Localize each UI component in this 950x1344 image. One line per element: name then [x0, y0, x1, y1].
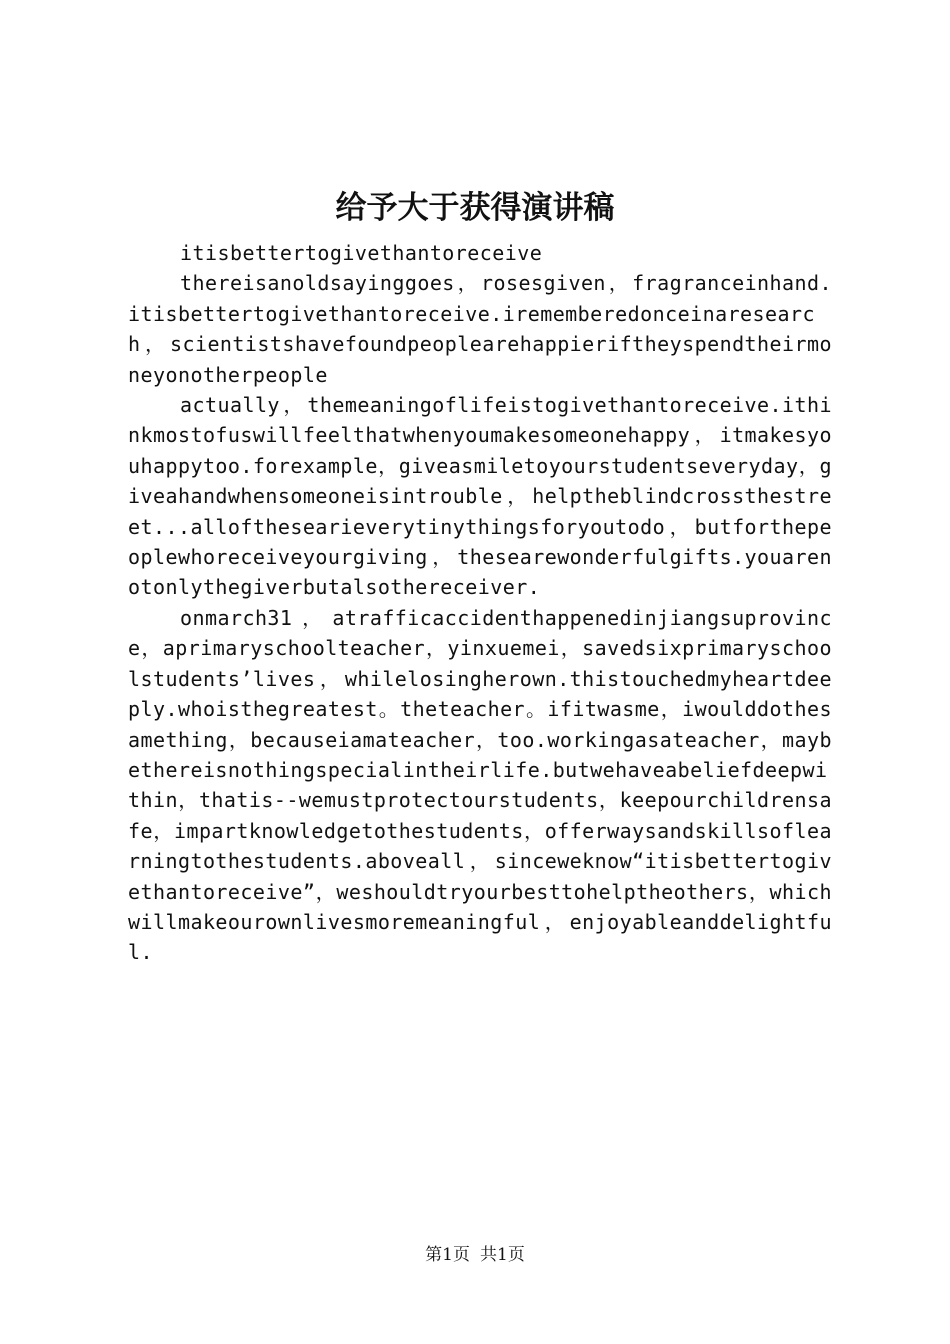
paragraph-2: thereisanoldsayinggoes，rosesgiven，fragranceinhand.itisbettertogivethantoreceive.irememberedonceinaresearch，scientistshavefoundpeoplearehappieriftheyspendtheirmoneyonotherpeople [128, 271, 832, 387]
page-footer [0, 1243, 950, 1267]
document-title: 给予大于获得演讲稿 [335, 190, 615, 226]
document-body [128, 238, 832, 968]
page-number: 第1页 [425, 1245, 470, 1265]
paragraph-1: itisbettertogivethantoreceive [180, 241, 543, 265]
paragraph-3: actually，themeaningoflifeistogivethantoreceive.ithinkmostofuswillfeelthatwhenyoumakesomeonehappy，itmakesyouhappytoo.forexample，giveasmiletoyourstudentseveryday，giveahandwhensomeoneisintrouble，helptheblindcrossthestreet...allofthesearieverytinythingsforyoutodo，butforthepeoplewhoreceiveyourgiving，thesearewonderfulgifts.youarenotonlythegiverbutalsothereceiver. [128, 393, 832, 600]
paragraph-4: onmarch31，atrafficaccidenthappenedinjiangsuprovince，aprimaryschoolteacher，yinxuemei，savedsixprimaryschoolstudents’lives，whilelosingherown.thistouchedmyheartdeeply.whoisthegreatest。theteacher。ifitwasme，iwoulddothesamething，becauseiamateacher，too.workingasateacher，maybethereisnothingspecialintheirlife.butwehaveabeliefdeepwithin，thatis--wemustprotectourstudents，keepourchildrensafe，impartknowledgetothestudents，offerwaysandskillsoflearningtothestudents.aboveall，sinceweknow“itisbettertogivethantoreceive”，weshouldtryourbesttohelptheothers，whichwillmakeourownlivesmoremeaningful，enjoyableanddelightful. [128, 605, 832, 965]
page-total: 共1页 [480, 1245, 525, 1265]
